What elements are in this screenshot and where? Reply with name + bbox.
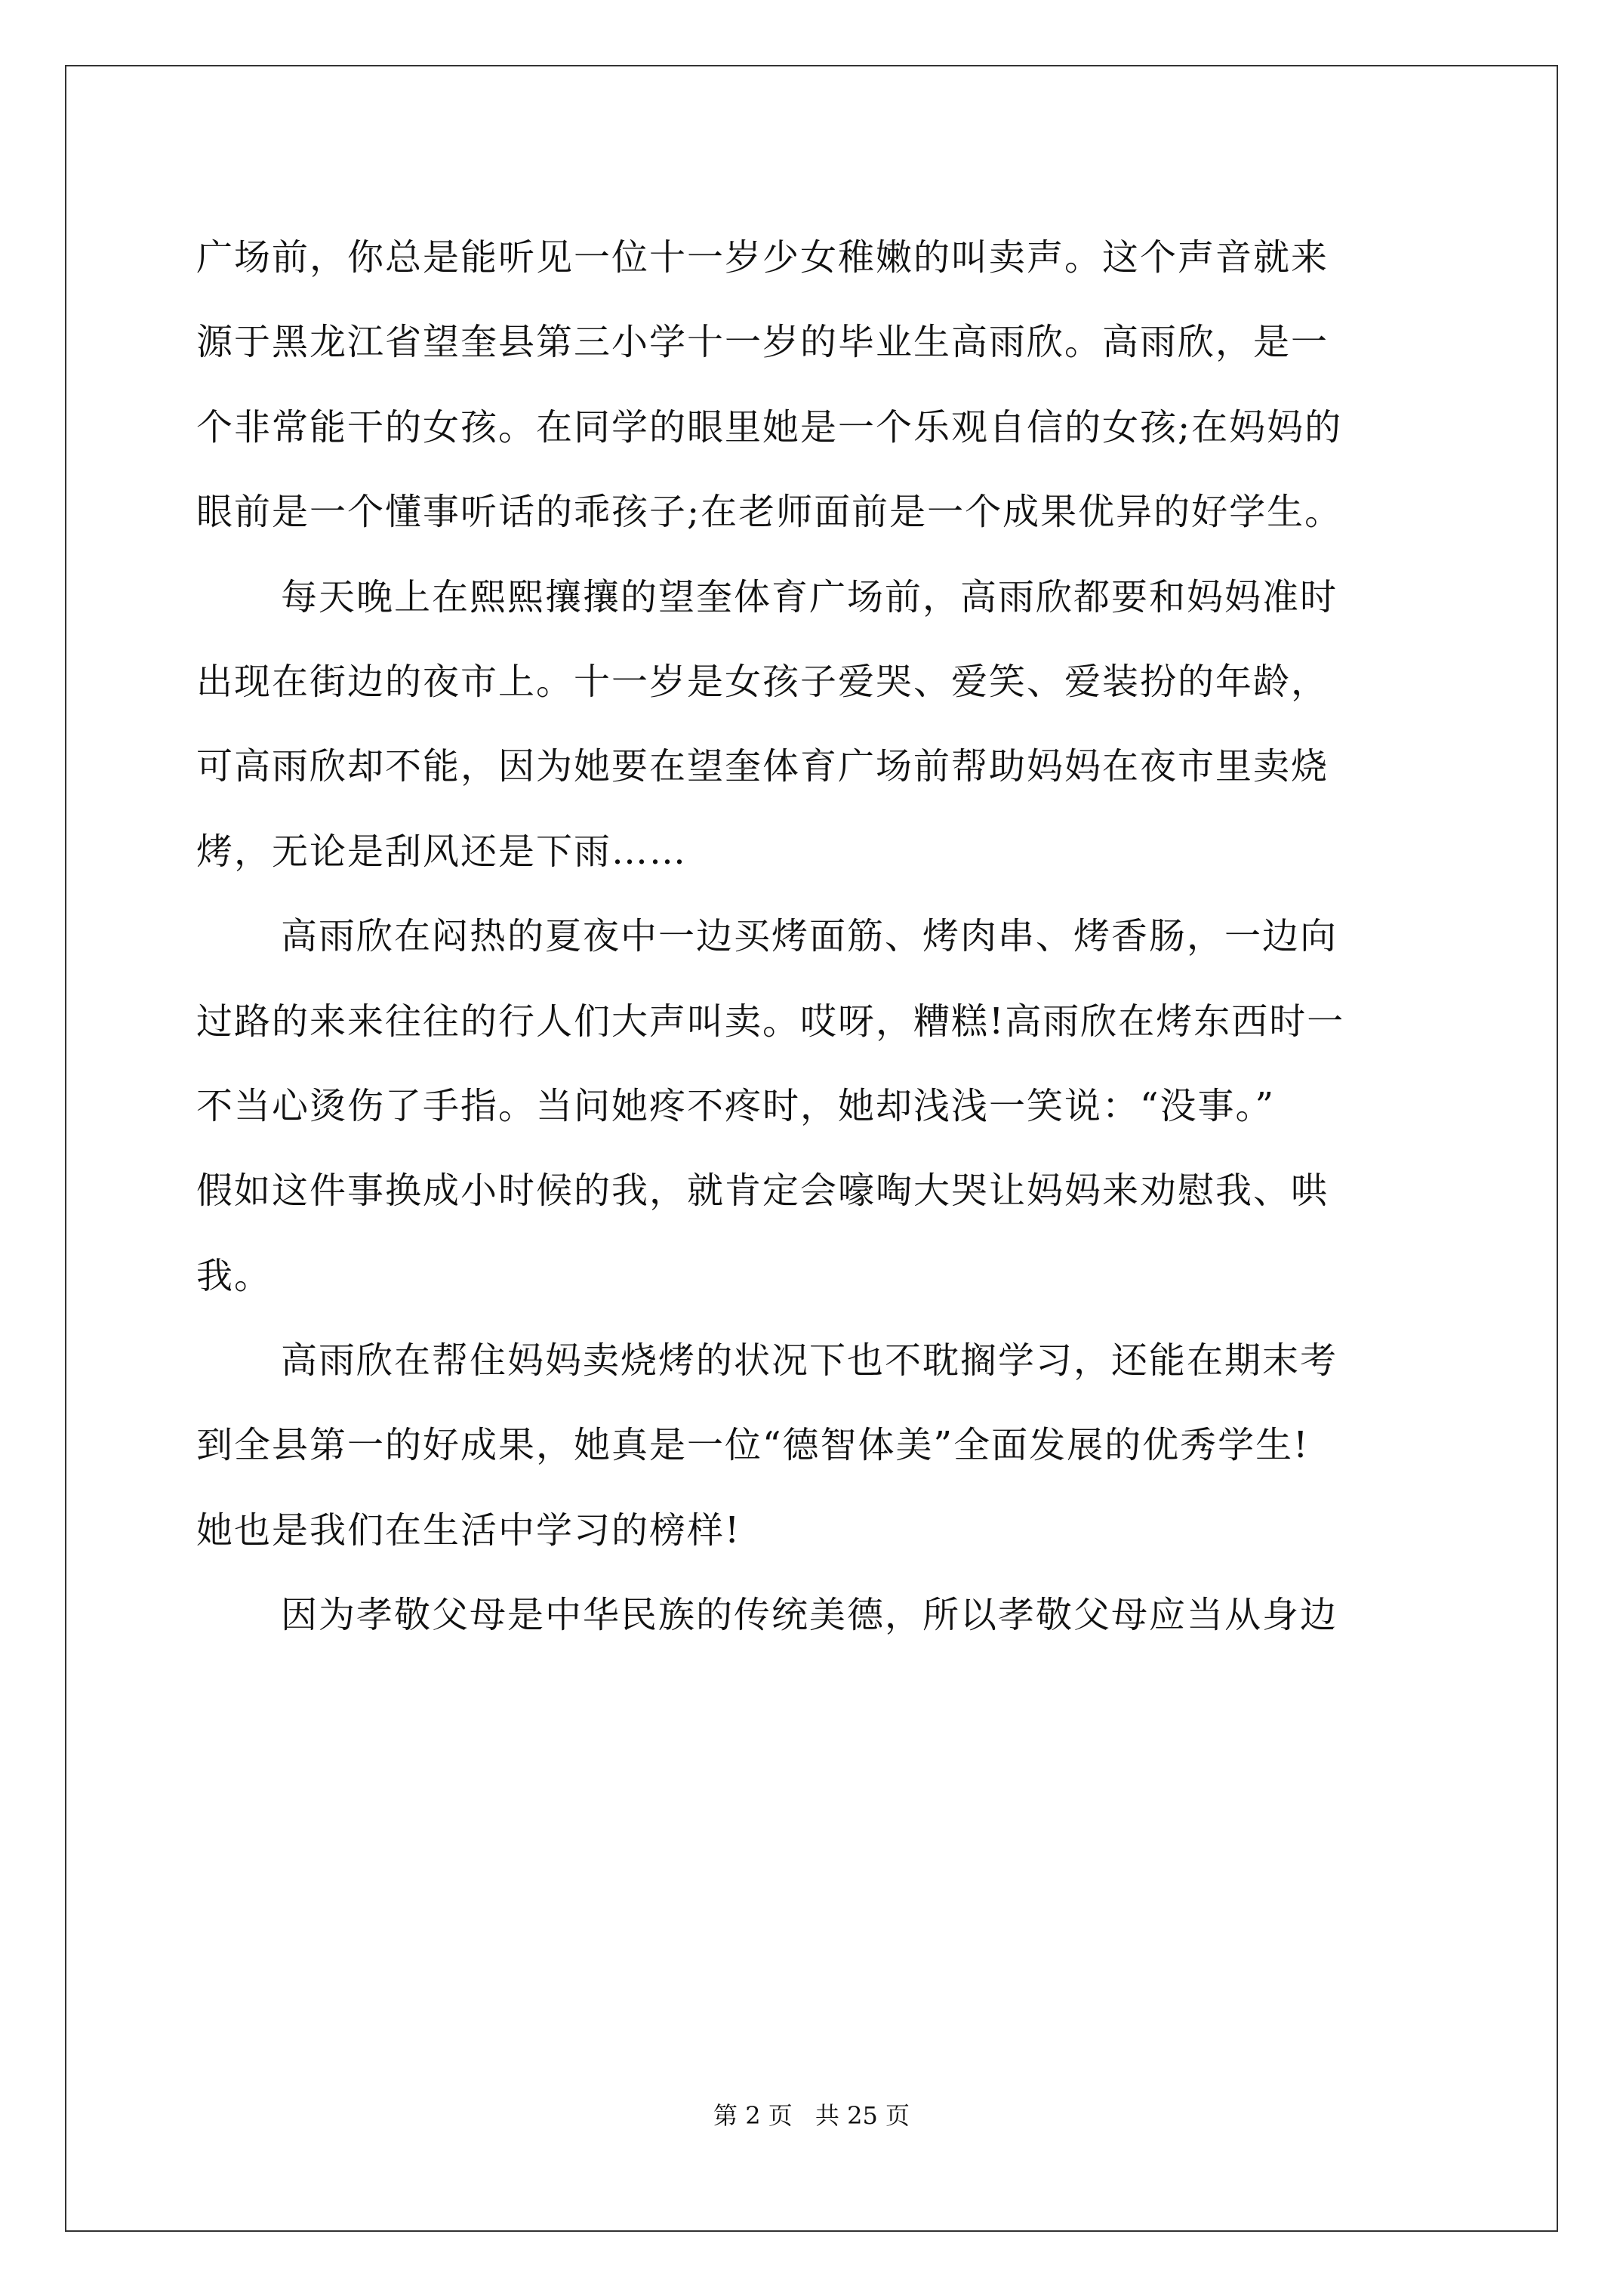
text-line: 广场前，你总是能听见一位十一岁少女稚嫩的叫卖声。这个声音就来	[196, 236, 1329, 279]
text-line: 假如这件事换成小时候的我，就肯定会嚎啕大哭让妈妈来劝慰我、哄	[196, 1170, 1329, 1213]
text-line: 烤，无论是刮风还是下雨……	[196, 830, 688, 873]
text-line: 眼前是一个懂事听话的乖孩子;在老师面前是一个成果优异的好学生。	[196, 491, 1343, 534]
paragraph-first-line: 每天晚上在熙熙攘攘的望奎体育广场前，高雨欣都要和妈妈准时	[281, 575, 1338, 618]
page-total: 共 25 页	[815, 2101, 910, 2130]
paragraph-first-line: 高雨欣在帮住妈妈卖烧烤的状况下也不耽搁学习，还能在期末考	[281, 1339, 1338, 1382]
paragraph-first-line: 高雨欣在闷热的夏夜中一边买烤面筋、烤肉串、烤香肠，一边向	[281, 915, 1338, 958]
text-line: 她也是我们在生活中学习的榜样!	[196, 1509, 741, 1552]
text-line: 到全县第一的好成果，她真是一位“德智体美”全面发展的优秀学生!	[196, 1424, 1310, 1467]
text-line: 我。	[196, 1254, 273, 1297]
text-line: 不当心烫伤了手指。当问她疼不疼时，她却浅浅一笑说：“没事。”	[196, 1084, 1276, 1127]
text-line: 可高雨欣却不能，因为她要在望奎体育广场前帮助妈妈在夜市里卖烧	[196, 745, 1329, 788]
document-body	[196, 215, 1434, 1658]
text-line: 过路的来来往往的行人们大声叫卖。哎呀，糟糕!高雨欣在烤东西时一	[196, 1000, 1345, 1043]
text-line: 个非常能干的女孩。在同学的眼里她是一个乐观自信的女孩;在妈妈的	[196, 405, 1343, 448]
page-number: 第 2 页	[713, 2101, 793, 2130]
text-line: 源于黑龙江省望奎县第三小学十一岁的毕业生高雨欣。高雨欣，是一	[196, 321, 1329, 364]
page-footer	[0, 2100, 1623, 2131]
text-line: 出现在街边的夜市上。十一岁是女孩子爱哭、爱笑、爱装扮的年龄，	[196, 660, 1329, 703]
paragraph-first-line: 因为孝敬父母是中华民族的传统美德，所以孝敬父母应当从身边	[281, 1594, 1338, 1637]
